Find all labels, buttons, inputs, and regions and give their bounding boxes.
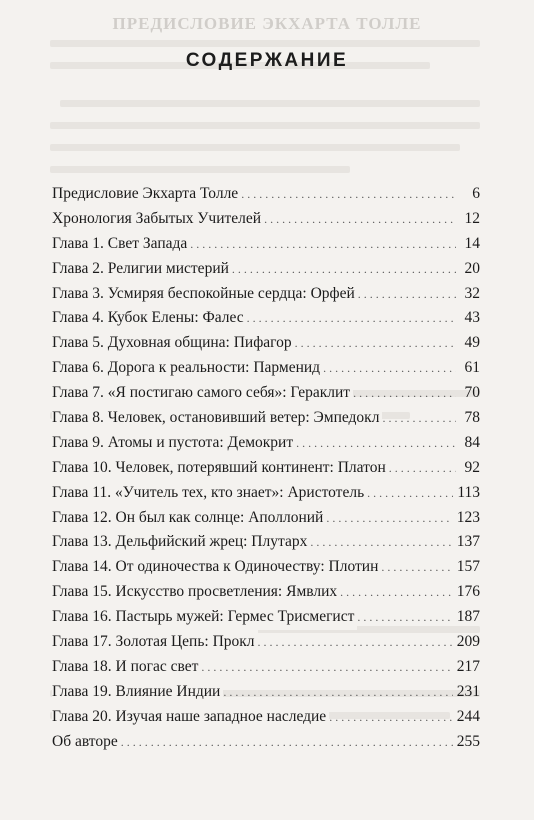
toc-entry-title: Глава 9. Атомы и пустота: Демокрит: [52, 431, 296, 456]
toc-entry: [52, 555, 480, 580]
dot-leader: [201, 655, 452, 680]
toc-entry: [52, 506, 480, 531]
dot-leader: [323, 356, 456, 381]
toc-entry: [52, 207, 480, 232]
toc-entry-page-number: 157: [456, 558, 480, 576]
toc-entry-title: Глава 16. Пастырь мужей: Гермес Трисмегист: [52, 605, 357, 630]
toc-entry-page-number: 217: [456, 657, 480, 675]
toc-entry-title: Глава 14. От одиночества к Одиночеству: Плотин: [52, 555, 381, 580]
toc-entry-page-number: 244: [456, 707, 480, 725]
dot-leader: [326, 506, 452, 531]
toc-entry-title: Глава 18. И погас свет: [52, 655, 201, 680]
toc-entry-title: Глава 3. Усмиряя беспокойные сердца: Орфей: [52, 282, 358, 307]
dot-leader: [247, 306, 456, 331]
toc-entry: [52, 655, 480, 680]
toc-entry-page-number: 84: [464, 433, 480, 451]
toc-entry-title: Глава 6. Дорога к реальности: Парменид: [52, 356, 323, 381]
toc-entry-page-number: 12: [464, 209, 480, 227]
dot-leader: [382, 406, 456, 431]
toc-entry: [52, 282, 480, 307]
toc-entry-title: Глава 8. Человек, остановивший ветер: Эмпедокл: [52, 406, 382, 431]
toc-entry: [52, 481, 480, 506]
toc-entry-page-number: 113: [457, 483, 480, 501]
dot-leader: [367, 481, 453, 506]
faint-running-header: ПРЕДИСЛОВИЕ ЭКХАРТА ТОЛЛЕ: [112, 14, 422, 33]
toc-entry: [52, 257, 480, 282]
toc-entry-title: Глава 7. «Я постигаю самого себя»: Гераклит: [52, 381, 353, 406]
toc-entry-page-number: 187: [456, 608, 480, 626]
dot-leader: [121, 730, 453, 755]
dot-leader: [389, 456, 456, 481]
toc-entry-page-number: 43: [464, 309, 480, 327]
dot-leader: [381, 555, 452, 580]
dot-leader: [353, 381, 456, 406]
toc-entry: [52, 530, 480, 555]
toc-entry-page-number: 49: [464, 334, 480, 352]
dot-leader: [223, 680, 452, 705]
dot-leader: [258, 630, 453, 655]
toc-entry-page-number: 255: [456, 732, 480, 750]
toc-entry: [52, 630, 480, 655]
toc-entry-page-number: 78: [464, 409, 480, 427]
toc-entry-page-number: 209: [456, 633, 480, 651]
toc-entry: [52, 730, 480, 755]
toc-entry: [52, 705, 480, 730]
toc-entry: [52, 680, 480, 705]
dot-leader: [310, 530, 452, 555]
toc-entry-title: Глава 12. Он был как солнце: Аполлоний: [52, 506, 326, 531]
toc-entry-title: Глава 10. Человек, потерявший континент: Платон: [52, 456, 389, 481]
table-of-contents: [52, 182, 480, 754]
toc-entry-title: Об авторе: [52, 730, 121, 755]
toc-entry-page-number: 123: [456, 508, 480, 526]
toc-entry-page-number: 61: [464, 359, 480, 377]
toc-entry-title: Глава 1. Свет Запада: [52, 232, 190, 257]
toc-entry-page-number: 20: [464, 259, 480, 277]
toc-entry-page-number: 70: [464, 384, 480, 402]
toc-entry-title: Хронология Забытых Учителей: [52, 207, 264, 232]
toc-entry: [52, 306, 480, 331]
toc-entry-page-number: 14: [464, 234, 480, 252]
toc-entry-page-number: 92: [464, 458, 480, 476]
dot-leader: [232, 257, 456, 282]
toc-entry-page-number: 137: [456, 533, 480, 551]
dot-leader: [296, 431, 456, 456]
dot-leader: [295, 331, 456, 356]
toc-entry: [52, 580, 480, 605]
toc-entry-title: Глава 11. «Учитель тех, кто знает»: Аристотель: [52, 481, 367, 506]
toc-entry-title: Глава 19. Влияние Индии: [52, 680, 223, 705]
toc-entry: [52, 356, 480, 381]
toc-entry: [52, 406, 480, 431]
dot-leader: [358, 282, 456, 307]
dot-leader: [264, 207, 456, 232]
toc-entry-page-number: 176: [456, 583, 480, 601]
toc-entry-title: Предисловие Экхарта Толле: [52, 182, 241, 207]
dot-leader: [340, 580, 453, 605]
toc-entry: [52, 605, 480, 630]
toc-entry-title: Глава 4. Кубок Елены: Фалес: [52, 306, 247, 331]
dot-leader: [357, 605, 452, 630]
toc-entry: [52, 331, 480, 356]
toc-entry: [52, 381, 480, 406]
toc-entry-title: Глава 15. Искусство просветления: Ямвлих: [52, 580, 340, 605]
toc-entry: [52, 431, 480, 456]
dot-leader: [241, 182, 456, 207]
toc-entry-page-number: 6: [472, 185, 480, 202]
toc-entry: [52, 182, 480, 207]
toc-entry-page-number: 231: [456, 682, 480, 700]
dot-leader: [329, 705, 453, 730]
toc-entry-title: Глава 13. Дельфийский жрец: Плутарх: [52, 530, 310, 555]
toc-entry-title: Глава 20. Изучая наше западное наследие: [52, 705, 329, 730]
toc-entry: [52, 232, 480, 257]
toc-entry-title: Глава 2. Религии мистерий: [52, 257, 232, 282]
toc-entry: [52, 456, 480, 481]
dot-leader: [190, 232, 456, 257]
toc-entry-title: Глава 5. Духовная община: Пифагор: [52, 331, 295, 356]
contents-heading: СОДЕРЖАНИЕ: [185, 50, 349, 71]
toc-entry-page-number: 32: [464, 284, 480, 302]
toc-entry-title: Глава 17. Золотая Цепь: Прокл: [52, 630, 258, 655]
